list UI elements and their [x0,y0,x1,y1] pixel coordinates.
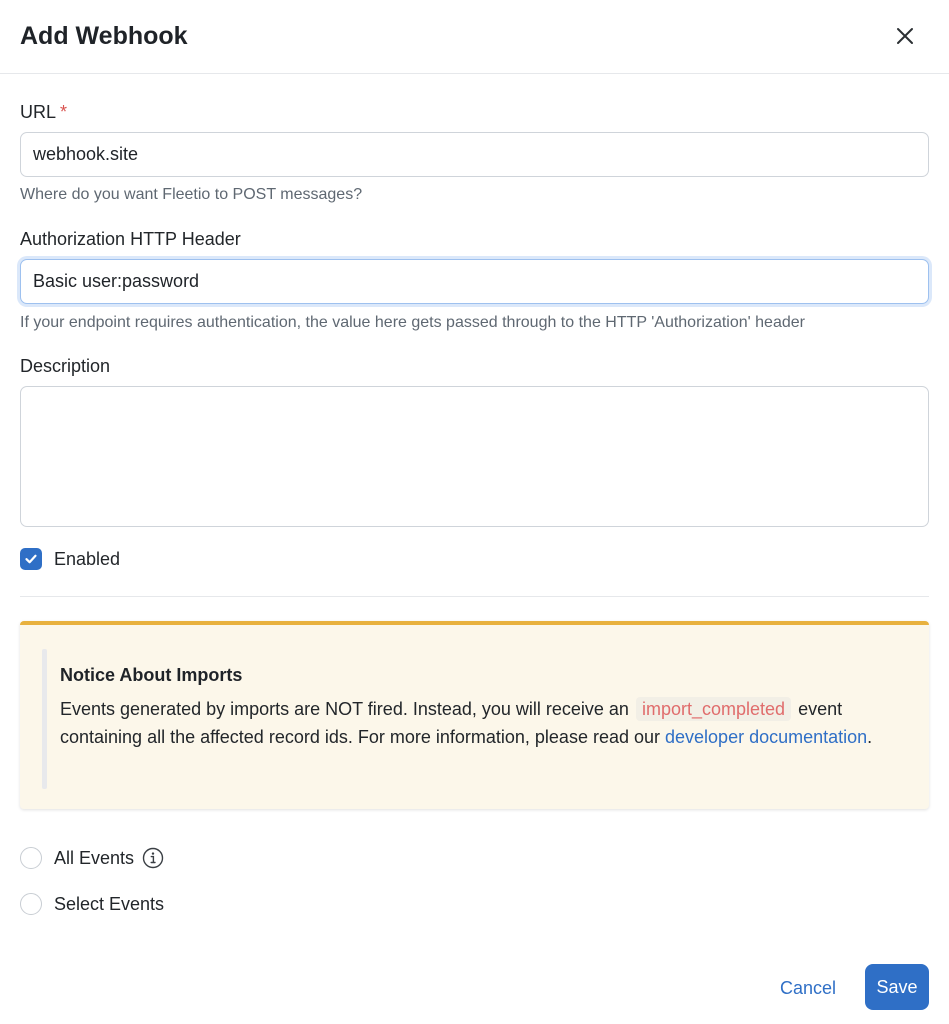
all-events-radio[interactable] [20,847,42,869]
modal-title: Add Webhook [20,22,188,50]
description-textarea[interactable] [20,386,929,527]
notice-text-3: . [867,727,873,747]
description-label: Description [20,356,111,376]
enabled-label: Enabled [54,548,121,569]
notice-text-2: event containing all the affected record ids. For more information, please read our [60,699,843,747]
save-button[interactable]: Save [865,964,929,1010]
url-label-text: URL [20,102,57,122]
required-marker: * [60,102,68,122]
imports-notice [20,621,929,809]
url-help-text: Where do you want Fleetio to POST messages? [20,186,363,203]
enabled-checkbox[interactable] [20,548,42,570]
url-input[interactable] [20,132,929,177]
notice-code: import_completed [636,697,791,721]
auth-header-input[interactable] [20,259,929,304]
notice-quote-bar [42,649,47,789]
select-events-label: Select Events [54,893,165,914]
notice-text-1: Events generated by imports are NOT fired. Instead, you will receive an [60,699,629,719]
modal-header [0,0,949,74]
url-label [20,100,67,124]
auth-help-text: If your endpoint requires authentication, the value here gets passed through to the HTTP 'Authorization' header [20,314,805,331]
select-events-option[interactable] [20,891,164,917]
notice-body [60,695,910,751]
notice-title: Notice About Imports [60,665,243,685]
select-events-radio[interactable] [20,893,42,915]
close-button[interactable] [890,21,920,51]
developer-documentation-link[interactable]: developer documentation [665,727,868,747]
all-events-option[interactable] [20,845,164,871]
section-divider [20,596,929,597]
cancel-button[interactable]: Cancel [765,969,851,1007]
info-circle-icon[interactable] [142,847,164,869]
close-icon [896,27,914,45]
all-events-label: All Events [54,847,135,868]
checkmark-icon [24,552,38,566]
enabled-row[interactable] [20,546,120,572]
auth-label: Authorization HTTP Header [20,229,241,249]
